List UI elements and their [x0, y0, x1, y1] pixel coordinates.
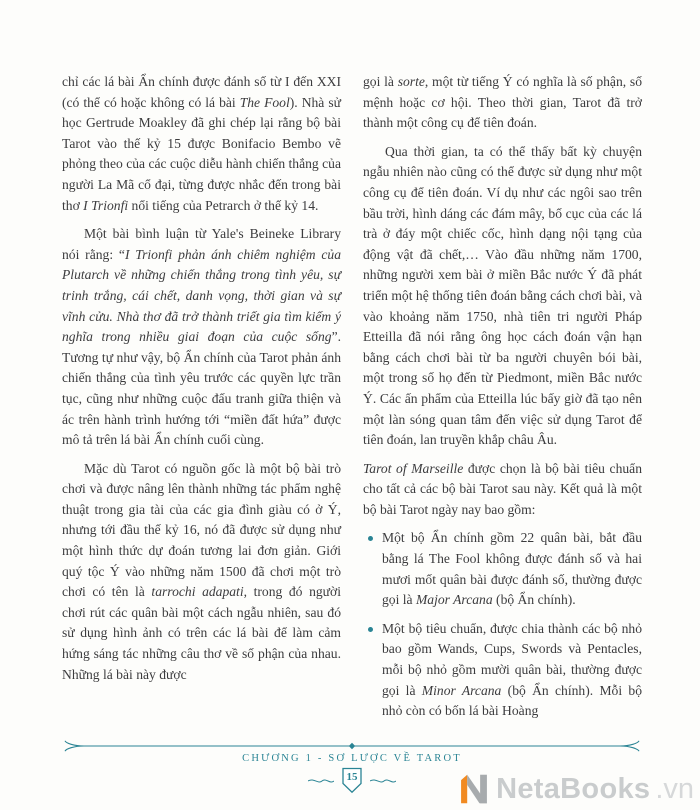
paragraph: Tarot of Marseille được chọn là bộ bài tiêu chuẩn cho tất cả các bộ bài Tarot sau này. Kết quả là một bộ bài Tarot ngày nay bao gồm: — [363, 460, 643, 517]
watermark-suffix-text: .vn — [655, 772, 694, 805]
chapter-title: CHƯƠNG 1 - SƠ LƯỢC VỀ TAROT — [242, 753, 462, 764]
paragraph: Một bài bình luận từ Yale's Beineke Library nói rằng: “I Trionfi phản ánh chiêm nghiệm của Plutarch về những chiến thắng trong tình yêu, sự trinh trắng, cái chết, danh vọng, thời gian và sự vĩnh cửu. Nhà thơ đã trở thành triết gia tìm kiếm ý nghĩa trong nhiều giai đoạn của cuộc sống”. Tương tự như vậy, bộ Ẩn chính của Tarot phản ánh chiến thắng của tình yêu trước các quyền lực trần tục, cũng như những cuộc đấu tranh giữa thiện và ác trên hành trình hướng tới “miền đất hứa” được mô tả trên lá bài Ẩn chính cuối cùng. — [62, 226, 342, 448]
footer-divider-ornament-icon — [62, 740, 642, 752]
page-number: 15 — [346, 770, 358, 783]
netabooks-logo-icon — [457, 772, 491, 806]
paragraph: Qua thời gian, ta có thể thấy bất kỳ chuyện ngẫu nhiên nào cũng có thể được sử dụng như một công cụ để tiên đoán. Ví dụ như các ngôi sao trên bầu trời, hình dáng các đám mây, bố cục của các lá trà ở đáy một chiếc cốc, hình dạng nội tạng của động vật đã chết,… Vào đầu những năm 1700, những người xem bài ở miền Bắc nước Ý đã phát triển một hệ thống tiên đoán bằng cách chơi bài, và vào khoảng năm 1750, nhà tiên tri người Pháp Etteilla đã nói rằng ông học cách đoán vận hạn bằng cách chơi bài từ ba người chuyên bói bài, một trong số họ đến từ Piedmont, miền Bắc nước Ý. Các ấn phẩm của Etteilla lúc bấy giờ đã tạo nên một làn sóng quan tâm đến việc sử dụng Tarot để tiên đoán, lan truyền khắp châu Âu. — [363, 143, 642, 448]
bullet-list — [363, 528, 642, 721]
left-flourish-icon — [308, 776, 334, 786]
bullet-item — [363, 619, 642, 722]
bullet-text: Một bộ Ẩn chính gồm 22 quân bài, bắt đầu bằng lá The Fool không được đánh số và hai mươi mốt quân bài được đánh số, thường được gọi là Major Arcana (bộ Ẩn chính). — [382, 530, 642, 608]
bullet-text: Một bộ tiêu chuẩn, được chia thành các bộ nhỏ bao gồm Wands, Cups, Swords và Pentacles, mỗi bộ nhỏ gồm mười quân bài, thường được gọi là Minor Arcana (bộ Ẩn chính). Mỗi bộ nhỏ còn có bốn lá bài Hoàng — [382, 620, 642, 719]
netabooks-watermark — [457, 772, 694, 806]
left-column — [62, 72, 341, 722]
watermark-brand-text: NetaBooks — [496, 772, 651, 805]
paragraph: Mặc dù Tarot có nguồn gốc là một bộ bài trò chơi và được nâng lên thành những tác phẩm nghệ thuật trong gia tài của các gia đình giàu có ở Ý, nhưng tới đầu thế kỷ 16, nó đã được sử dụng như một hình thức dự đoán tương lai đơn giản. Giới quý tộc Ý vào những năm 1500 đã chơi một trò chơi có tên là tarrochi adapati, trong đó người chơi rút các quân bài một cách ngẫu nhiên, sau đó sử dụng hình ảnh có trên các lá bài để làm cảm hứng sáng tác những câu thơ về số phận của nhau. Những lá bài này được — [62, 460, 341, 682]
bullet-dot-icon — [368, 627, 373, 632]
bullet-dot-icon — [368, 536, 373, 541]
paragraph: chỉ các lá bài Ẩn chính được đánh số từ I đến XXI (có thể có hoặc không có lá bài The Fool). Nhà sử học Gertrude Moakley đã ghi chép lại rằng bộ bài Tarot vào thế kỷ 15 được Bonifacio Bembo vẽ phỏng theo của các cuộc diễu hành chiến thắng của người La Mã cổ đại, từng được nhắc đến trong bài thơ I Trionfi nổi tiếng của Petrarch ở thế kỷ 14. — [62, 74, 341, 213]
bullet-item — [363, 528, 642, 610]
page-number-shield — [341, 767, 363, 794]
paragraph: gọi là sorte, một từ tiếng Ý có nghĩa là số phận, số mệnh hoặc cơ hội. Theo thời gian, Tarot đã trở thành một công cụ để tiên đoán. — [363, 74, 642, 131]
right-column — [363, 72, 642, 722]
right-flourish-icon — [370, 776, 396, 786]
page-content — [62, 72, 642, 722]
